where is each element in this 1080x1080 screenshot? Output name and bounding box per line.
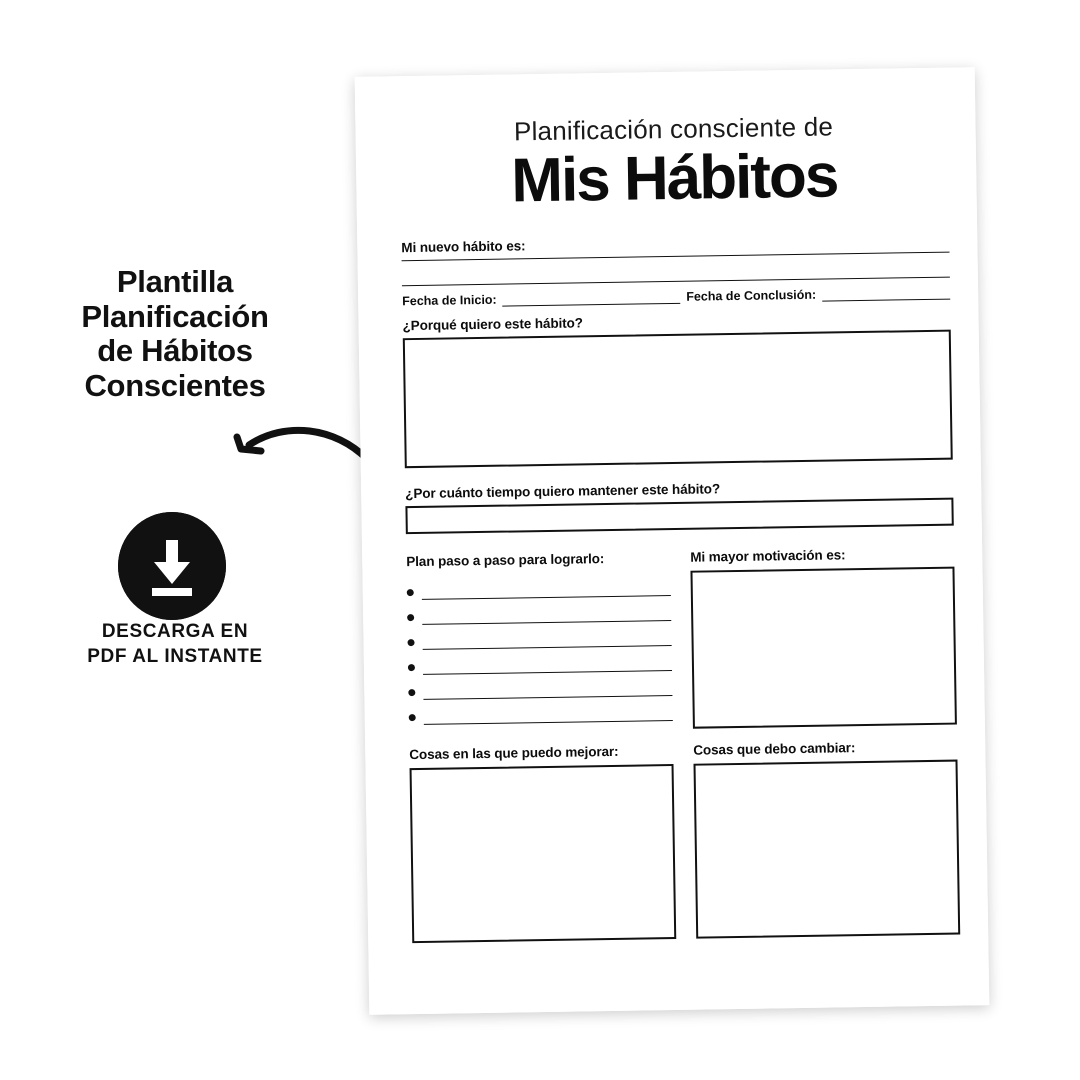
plan-column — [406, 550, 673, 733]
plan-step-list — [407, 571, 673, 725]
plan-step-item[interactable] — [408, 671, 672, 700]
end-date-input[interactable] — [822, 288, 950, 302]
bullet-dot-icon — [407, 589, 414, 596]
plan-step-item[interactable] — [408, 646, 672, 675]
bullet-dot-icon — [408, 689, 415, 696]
worksheet-kicker: Planificación consciente de — [513, 111, 834, 147]
bullet-dot-icon — [409, 714, 416, 721]
plan-step-item[interactable] — [407, 571, 671, 600]
duration-input[interactable] — [405, 498, 953, 535]
bullet-dot-icon — [407, 614, 414, 621]
improve-column — [409, 743, 676, 943]
end-date-label: Fecha de Conclusión: — [686, 287, 817, 304]
plan-motivation-row — [406, 546, 957, 734]
promo-title-line: Conscientes — [84, 368, 266, 404]
start-date-label: Fecha de Inicio: — [402, 292, 497, 309]
motivation-label: Mi mayor motivación es: — [690, 547, 846, 565]
promo-title-line: Planificación — [81, 298, 269, 334]
start-date-input[interactable] — [503, 292, 681, 307]
worksheet-title: Mis Hábitos — [510, 141, 838, 216]
plan-step-line[interactable] — [424, 719, 673, 725]
motivation-textarea[interactable] — [690, 567, 956, 729]
new-habit-label: Mi nuevo hábito es: — [401, 238, 526, 256]
promo-subtitle — [0, 620, 350, 669]
promo-title — [0, 265, 350, 404]
bullet-dot-icon — [408, 639, 415, 646]
improve-textarea[interactable] — [410, 764, 677, 943]
worksheet-page — [355, 67, 990, 1015]
download-badge[interactable] — [118, 512, 226, 620]
duration-label: ¿Por cuánto tiempo quiero mantener este hábito? — [405, 481, 721, 502]
bullet-dot-icon — [408, 664, 415, 671]
dates-row — [402, 286, 950, 309]
motivation-column — [690, 546, 957, 729]
why-label: ¿Porqué quiero este hábito? — [402, 315, 584, 334]
plan-step-item[interactable] — [407, 621, 671, 650]
plan-step-item[interactable] — [407, 596, 671, 625]
plan-step-item[interactable] — [408, 696, 672, 725]
change-label: Cosas que debo cambiar: — [693, 740, 856, 758]
worksheet-body — [355, 67, 990, 1015]
improve-change-row — [409, 739, 960, 944]
promo-column — [0, 0, 350, 1080]
improve-label: Cosas en las que puedo mejorar: — [409, 744, 619, 763]
change-column — [693, 739, 960, 939]
promo-subtitle-line: DESCARGA EN — [101, 621, 249, 642]
curved-arrow-icon — [215, 415, 375, 495]
promo-title-line: de Hábitos — [97, 333, 253, 369]
why-textarea[interactable] — [403, 330, 953, 469]
promo-subtitle-line: PDF AL INSTANTE — [87, 645, 263, 667]
new-habit-line-2[interactable] — [402, 277, 950, 287]
plan-label: Plan paso a paso para lograrlo: — [406, 551, 605, 570]
change-textarea[interactable] — [694, 760, 961, 939]
promo-title-line: Plantilla — [116, 264, 234, 299]
